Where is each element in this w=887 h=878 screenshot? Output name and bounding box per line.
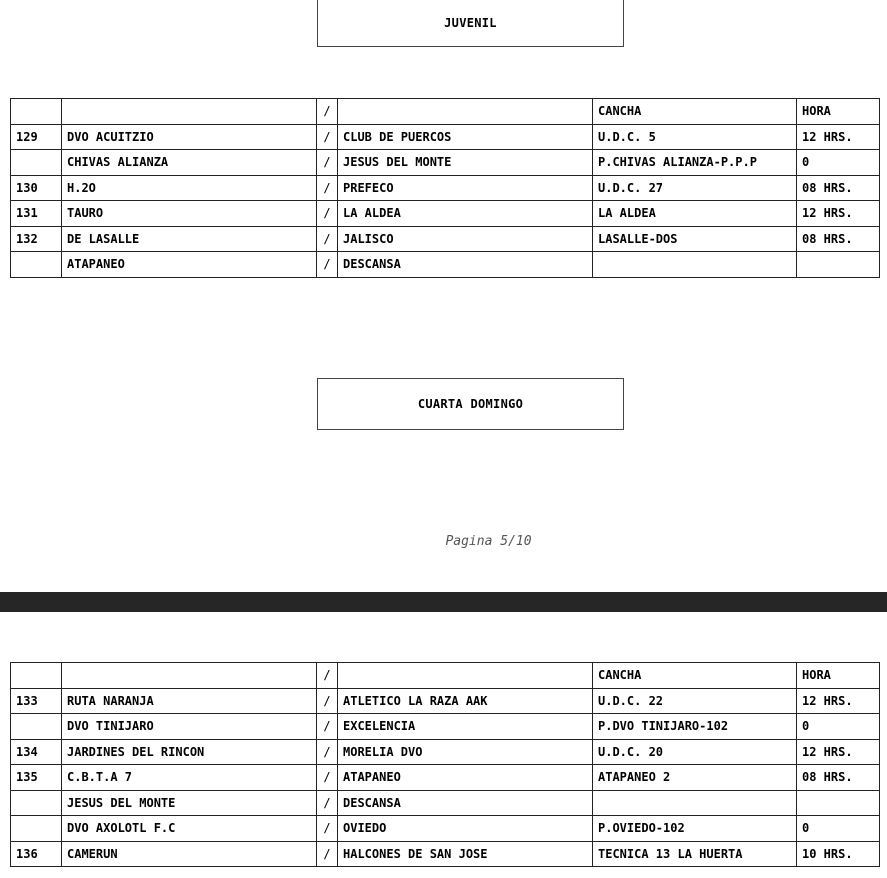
versus-separator: /	[317, 790, 338, 816]
cancha-cell: LASALLE-DOS	[593, 226, 797, 252]
away-team-cell: JESUS DEL MONTE	[338, 150, 593, 176]
home-team-cell: CHIVAS ALIANZA	[62, 150, 317, 176]
header-cell-number	[11, 663, 62, 689]
versus-separator: /	[317, 201, 338, 227]
match-number-cell	[11, 816, 62, 842]
cancha-cell: U.D.C. 5	[593, 124, 797, 150]
match-number-cell: 136	[11, 841, 62, 867]
hora-cell: 0	[797, 816, 880, 842]
hora-cell: 08 HRS.	[797, 226, 880, 252]
cancha-cell	[593, 790, 797, 816]
away-team-cell: DESCANSA	[338, 790, 593, 816]
home-team-cell: JARDINES DEL RINCON	[62, 739, 317, 765]
hora-cell: 0	[797, 714, 880, 740]
match-number-cell: 132	[11, 226, 62, 252]
header-cell-home	[62, 663, 317, 689]
cancha-cell: U.D.C. 27	[593, 175, 797, 201]
home-team-cell: ATAPANEO	[62, 252, 317, 278]
match-number-cell: 131	[11, 201, 62, 227]
away-team-cell: PREFECO	[338, 175, 593, 201]
cancha-cell: U.D.C. 22	[593, 688, 797, 714]
away-team-cell: CLUB DE PUERCOS	[338, 124, 593, 150]
hora-cell: 12 HRS.	[797, 124, 880, 150]
header-cell-home	[62, 99, 317, 125]
home-team-cell: DVO AXOLOTL F.C	[62, 816, 317, 842]
section-title-text: CUARTA DOMINGO	[417, 397, 524, 411]
cancha-cell: TECNICA 13 LA HUERTA	[593, 841, 797, 867]
table-header-row	[11, 663, 880, 689]
table-body	[11, 124, 880, 277]
cancha-cell: ATAPANEO 2	[593, 765, 797, 791]
match-number-cell	[11, 790, 62, 816]
header-cancha: CANCHA	[593, 99, 797, 125]
cancha-cell: U.D.C. 20	[593, 739, 797, 765]
table-header-row	[11, 99, 880, 125]
away-team-cell: DESCANSA	[338, 252, 593, 278]
table-body	[11, 688, 880, 867]
home-team-cell: H.2O	[62, 175, 317, 201]
table-row	[11, 688, 880, 714]
schedule-table-juvenil	[10, 98, 880, 278]
versus-separator: /	[317, 816, 338, 842]
page-number-label: Pagina 5/10	[445, 534, 532, 549]
cancha-cell: P.CHIVAS ALIANZA-P.P.P	[593, 150, 797, 176]
table-row	[11, 175, 880, 201]
away-team-cell: HALCONES DE SAN JOSE	[338, 841, 593, 867]
cancha-cell	[593, 252, 797, 278]
match-number-cell: 133	[11, 688, 62, 714]
match-number-cell: 135	[11, 765, 62, 791]
hora-cell: 08 HRS.	[797, 175, 880, 201]
match-number-cell	[11, 252, 62, 278]
table-row	[11, 739, 880, 765]
hora-cell: 10 HRS.	[797, 841, 880, 867]
hora-cell: 12 HRS.	[797, 201, 880, 227]
away-team-cell: OVIEDO	[338, 816, 593, 842]
table-row	[11, 841, 880, 867]
home-team-cell: DVO ACUITZIO	[62, 124, 317, 150]
hora-cell: 0	[797, 150, 880, 176]
table-row	[11, 150, 880, 176]
header-separator: /	[317, 99, 338, 125]
header-cancha: CANCHA	[593, 663, 797, 689]
away-team-cell: ATLETICO LA RAZA AAK	[338, 688, 593, 714]
versus-separator: /	[317, 841, 338, 867]
header-hora: HORA	[797, 663, 880, 689]
header-cell-away	[338, 99, 593, 125]
header-separator: /	[317, 663, 338, 689]
section-title-juvenil	[317, 0, 624, 47]
match-number-cell	[11, 714, 62, 740]
home-team-cell: RUTA NARANJA	[62, 688, 317, 714]
table-row	[11, 790, 880, 816]
table-row	[11, 124, 880, 150]
versus-separator: /	[317, 765, 338, 791]
versus-separator: /	[317, 688, 338, 714]
away-team-cell: EXCELENCIA	[338, 714, 593, 740]
table-row	[11, 765, 880, 791]
page-divider	[0, 592, 887, 612]
cancha-cell: P.DVO TINIJARO-102	[593, 714, 797, 740]
home-team-cell: JESUS DEL MONTE	[62, 790, 317, 816]
versus-separator: /	[317, 150, 338, 176]
schedule-table-cuarta	[10, 662, 880, 867]
hora-cell: 12 HRS.	[797, 688, 880, 714]
versus-separator: /	[317, 714, 338, 740]
hora-cell: 08 HRS.	[797, 765, 880, 791]
away-team-cell: MORELIA DVO	[338, 739, 593, 765]
match-number-cell	[11, 150, 62, 176]
header-hora: HORA	[797, 99, 880, 125]
cancha-cell: LA ALDEA	[593, 201, 797, 227]
header-cell-number	[11, 99, 62, 125]
match-number-cell: 130	[11, 175, 62, 201]
section-title-text: JUVENIL	[444, 15, 497, 30]
home-team-cell: DVO TINIJARO	[62, 714, 317, 740]
match-number-cell: 129	[11, 124, 62, 150]
table-row	[11, 816, 880, 842]
home-team-cell: DE LASALLE	[62, 226, 317, 252]
section-title-cuarta-domingo	[317, 378, 624, 430]
versus-separator: /	[317, 252, 338, 278]
table-row	[11, 714, 880, 740]
hora-cell	[797, 790, 880, 816]
home-team-cell: CAMERUN	[62, 841, 317, 867]
versus-separator: /	[317, 124, 338, 150]
match-number-cell: 134	[11, 739, 62, 765]
table-row	[11, 226, 880, 252]
cancha-cell: P.OVIEDO-102	[593, 816, 797, 842]
header-cell-away	[338, 663, 593, 689]
away-team-cell: LA ALDEA	[338, 201, 593, 227]
home-team-cell: TAURO	[62, 201, 317, 227]
versus-separator: /	[317, 226, 338, 252]
versus-separator: /	[317, 175, 338, 201]
away-team-cell: ATAPANEO	[338, 765, 593, 791]
home-team-cell: C.B.T.A 7	[62, 765, 317, 791]
versus-separator: /	[317, 739, 338, 765]
table-row	[11, 252, 880, 278]
hora-cell	[797, 252, 880, 278]
hora-cell: 12 HRS.	[797, 739, 880, 765]
table-row	[11, 201, 880, 227]
away-team-cell: JALISCO	[338, 226, 593, 252]
